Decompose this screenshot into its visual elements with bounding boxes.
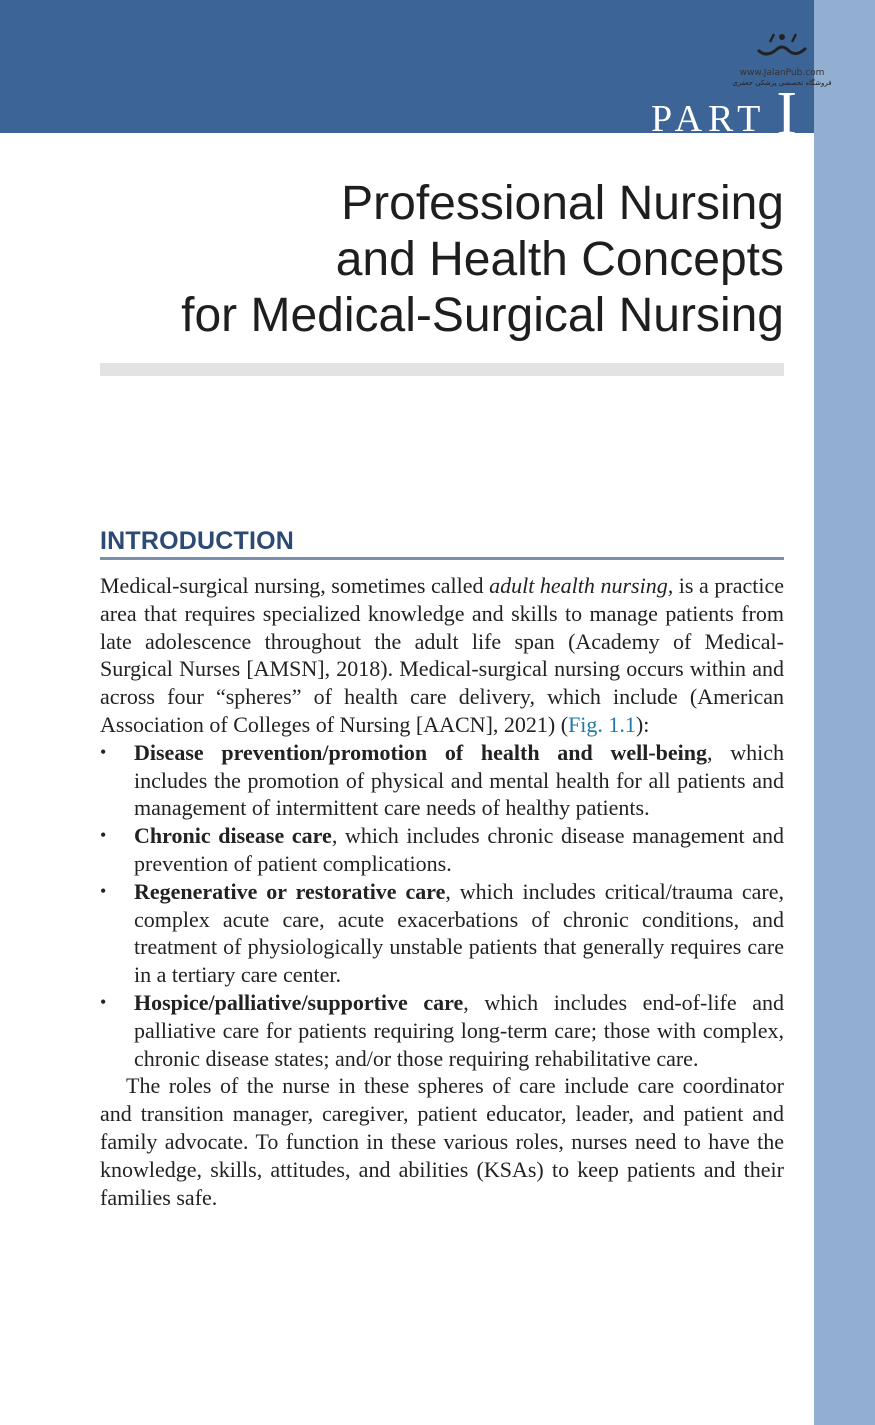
title-line: and Health Concepts <box>335 233 784 286</box>
roles-paragraph: The roles of the nurse in these spheres of care include care coordinator and transition manager, caregiver, patient educator, leader, and patient and family advocate. To function in these various roles, nurses need to have the knowledge, skills, attitudes, and abilities (KSAs) to keep patients and their families safe. <box>100 1073 784 1210</box>
list-item: • Hospice/palliative/supportive care, which includes end-of-life and palliative care for patients requiring long-term care; those with complex, chronic disease states; and/or those requiring rehabilitative care. <box>100 989 784 1071</box>
part-number: I <box>776 80 797 148</box>
part-word: PART <box>650 98 767 140</box>
list-item: • Disease prevention/promotion of health and well-being, which includes the promotion of physical and mental health for all patients and management of intermittent care needs of healthy patients. <box>100 739 784 821</box>
spheres-list <box>100 739 784 1073</box>
title-line: Professional Nursing <box>341 177 784 230</box>
section-heading-rule <box>100 557 784 560</box>
intro-paragraph: Medical-surgical nursing, sometimes called adult health nursing, is a practice area that requires specialized knowledge and skills to manage patients from late adolescence throughout the adult life span (Academy of Medical-Surgical Nurses [AMSN], 2018). Medical-surgical nursing occurs within and across four “spheres” of health care delivery, which include (American Association of Colleges of Nursing [AACN], 2021) (Fig. 1.1): <box>100 573 784 737</box>
bullet-icon: • <box>100 825 107 846</box>
watermark-subtitle: فروشگاه تخصصی پزشکی جعفری <box>732 79 832 87</box>
title-divider <box>100 363 784 376</box>
list-item: • Chronic disease care, which includes chronic disease management and prevention of patient complications. <box>100 823 784 876</box>
watermark-url: www.JalanPub.com <box>739 68 825 78</box>
figure-link[interactable]: Fig. 1.1 <box>568 711 636 737</box>
watermark-logo-icon <box>752 28 812 64</box>
bullet-icon: • <box>100 880 107 901</box>
title-line: for Medical-Surgical Nursing <box>181 289 784 342</box>
list-item: • Regenerative or restorative care, which includes critical/trauma care, complex acute care, acute exacerbations of chronic conditions, and treatment of physiologically unstable patients that generally requires care in a tertiary care center. <box>100 878 784 988</box>
bullet-icon: • <box>100 991 107 1012</box>
bullet-icon: • <box>100 741 107 762</box>
section-heading: INTRODUCTION <box>100 527 295 555</box>
body-text <box>100 572 784 1211</box>
side-band <box>814 0 875 1425</box>
part-label <box>650 80 797 148</box>
part-title <box>84 176 784 344</box>
